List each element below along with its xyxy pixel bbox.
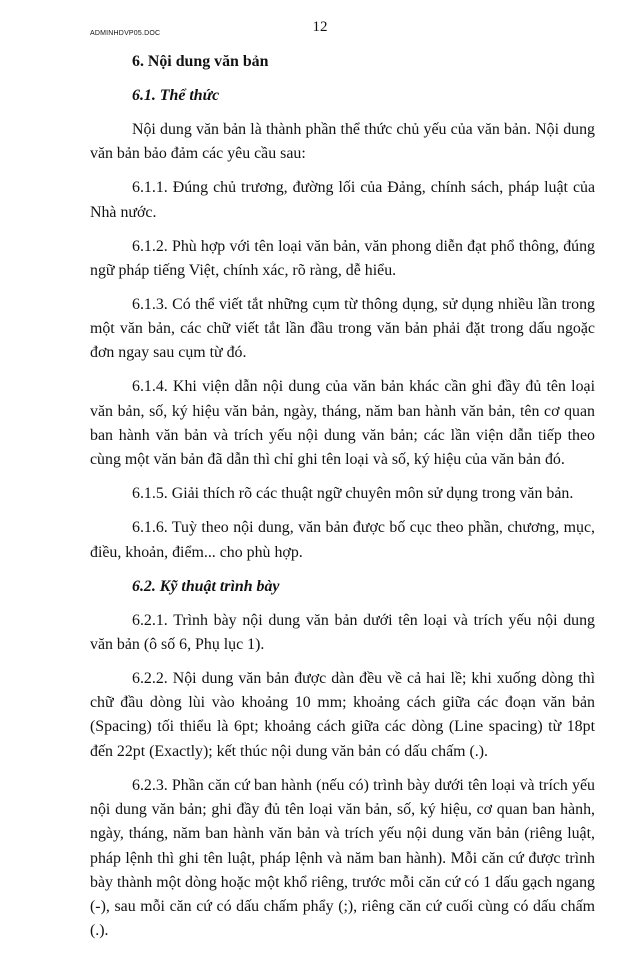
subsection-title-technique: 6.2. Kỹ thuật trình bày (132, 577, 280, 595)
paragraph-6-1-1: 6.1.1. Đúng chủ trương, đường lối của Đảng, chính sách, pháp luật của Nhà nước. (90, 179, 595, 221)
paragraph-6-2-1: 6.2.1. Trình bày nội dung văn bản dưới tên loại và trích yếu nội dung văn bản (ô số 6, Phụ lục 1). (90, 611, 595, 653)
paragraph-6-1-5: 6.1.5. Giải thích rõ các thuật ngữ chuyên môn sử dụng trong văn bản. (132, 485, 574, 503)
paragraph-6-2-2: 6.2.2. Nội dung văn bản được dàn đều về cả hai lề; khi xuống dòng thì chữ đầu dòng lùi vào khoảng 10 mm; khoảng cách giữa các đoạn văn bản (Spacing) tối thiểu là 6pt; khoảng cách giữa các dòng (Line spacing) từ 18pt đến 22pt (Exactly); kết thúc nội dung văn bản có dấu chấm (.). (90, 669, 595, 760)
document-code: ADMINHDVP05.DOC (90, 30, 161, 37)
paragraph-6-1-4: 6.1.4. Khi viện dẫn nội dung của văn bản khác cần ghi đầy đủ tên loại văn bản, số, ký hiệu văn bản, ngày, tháng, năm ban hành văn bản, tên cơ quan ban hành văn bản và trích yếu nội dung văn bản; các lần viện dẫn tiếp theo cùng một văn bản đã dẫn thì chỉ ghi tên loại và số, ký hiệu của văn bản đó. (90, 378, 595, 469)
paragraph-6-2-3: 6.2.3. Phần căn cứ ban hành (nếu có) trình bày dưới tên loại và trích yếu nội dung văn bản; ghi đầy đủ tên loại văn bản, số, ký hiệu, cơ quan ban hành, ngày, tháng, năm ban hành văn bản và trích yếu nội dung văn bản (riêng luật, pháp lệnh thì ghi tên luật, pháp lệnh và năm ban hành). Mỗi căn cứ được trình bày thành một dòng hoặc một khổ riêng, trước mỗi căn cứ có 1 dấu gạch ngang (-), sau mỗi căn cứ có dấu chấm phẩy (;), riêng căn cứ cuối cùng có dấu chấm (.). (90, 776, 595, 940)
document-body (90, 50, 595, 953)
paragraph-6-1-2: 6.1.2. Phù hợp với tên loại văn bản, văn phong diễn đạt phổ thông, đúng ngữ pháp tiếng Việt, chính xác, rõ ràng, dễ hiểu. (90, 237, 595, 279)
page-number: 12 (312, 19, 328, 35)
section-title: 6. Nội dung văn bản (132, 53, 269, 70)
paragraph-6-1-3: 6.1.3. Có thể viết tắt những cụm từ thông dụng, sử dụng nhiều lần trong một văn bản, các chữ viết tắt lần đầu trong văn bản phải đặt trong dấu ngoặc đơn ngay sau cụm từ đó. (90, 295, 595, 362)
paragraph-6-1-6: 6.1.6. Tuỳ theo nội dung, văn bản được bố cục theo phần, chương, mục, điều, khoản, điểm... cho phù hợp. (90, 519, 595, 561)
subsection-title-format: 6.1. Thể thức (132, 86, 220, 104)
paragraph-intro: Nội dung văn bản là thành phần thể thức chủ yếu của văn bản. Nội dung văn bản bảo đảm các yêu cầu sau: (90, 120, 595, 163)
